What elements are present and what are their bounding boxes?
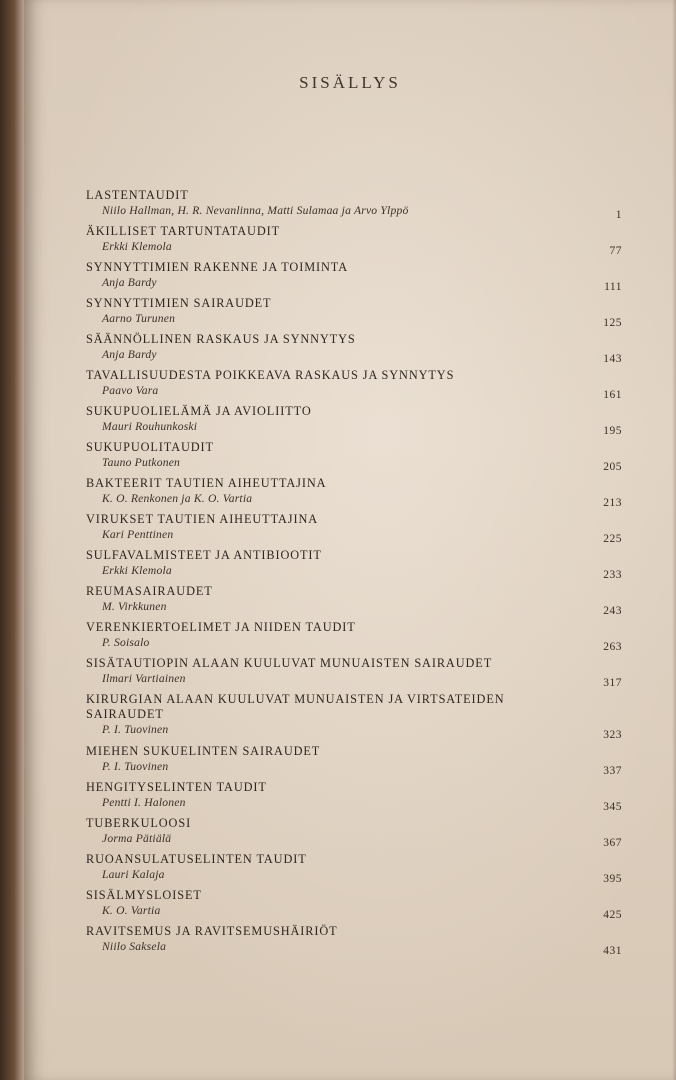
toc-entry [86,368,626,404]
toc-entry-page-number: 263 [603,641,622,653]
toc-entry [86,224,626,260]
toc-entry-page-number: 125 [603,317,622,329]
toc-entry-heading: MIEHEN SUKUELINTEN SAIRAUDET [86,744,321,758]
toc-entry-page-number: 195 [603,425,622,437]
toc-entry-heading: ÄKILLISET TARTUNTATAUDIT [86,224,281,238]
toc-entry-page-number: 425 [603,909,622,921]
toc-entry-author: K. O. Renkonen ja K. O. Vartia [102,492,253,505]
page-title: SISÄLLYS [299,73,401,92]
toc-entry [86,692,626,744]
toc-entry-author: Niilo Hallman, H. R. Nevanlinna, Matti Sulamaa ja Arvo Ylppö [102,204,409,217]
toc-entry-author: Paavo Vara [102,384,159,397]
toc-entry-author: Anja Bardy [102,348,157,361]
toc-entry [86,780,626,816]
toc-entry-page-number: 337 [603,765,622,777]
toc-entry-page-number: 213 [603,497,622,509]
toc-entry-page-number: 1 [615,209,622,221]
toc-entry-heading: KIRURGIAN ALAAN KUULUVAT MUNUAISTEN JA VIRTSATEIDEN SAIRAUDET [86,692,505,721]
toc-entry [86,260,626,296]
toc-entry [86,404,626,440]
toc-entry-heading: SYNNYTTIMIEN SAIRAUDET [86,296,272,310]
toc-entry-author: P. I. Tuovinen [102,760,169,773]
toc-entry-author: Jorma Pätiälä [102,832,172,845]
toc-entry-author: Mauri Rouhunkoski [102,420,198,433]
toc-entry-author: Erkki Klemola [102,240,172,253]
toc-entry-author: K. O. Vartia [102,904,161,917]
toc-entry-page-number: 345 [603,801,622,813]
toc-entry-heading: HENGITYSELINTEN TAUDIT [86,780,267,794]
toc-entry-page-number: 317 [603,677,622,689]
toc-entry-page-number: 111 [604,281,622,293]
toc-entry-author: Tauno Putkonen [102,456,181,469]
toc-entry-author: Kari Penttinen [102,528,174,541]
toc-entry-page-number: 77 [609,245,622,257]
toc-entry [86,332,626,368]
toc-entry-heading: TUBERKULOOSI [86,816,192,830]
toc-entry [86,548,626,584]
toc-entry-heading: SISÄLMYSLOISET [86,888,202,902]
toc-entry-heading: REUMASAIRAUDET [86,584,213,598]
toc-entry-author: M. Virkkunen [102,600,167,613]
toc-entry-page-number: 395 [603,873,622,885]
toc-entry-author: Erkki Klemola [102,564,172,577]
toc-entry-author: P. Soisalo [102,636,150,649]
toc-entry-heading: TAVALLISUUDESTA POIKKEAVA RASKAUS JA SYNNYTYS [86,368,455,382]
toc-entry [86,476,626,512]
toc-entry-heading: SUKUPUOLITAUDIT [86,440,214,454]
toc-entry-heading: SUKUPUOLIELÄMÄ JA AVIOLIITTO [86,404,312,418]
toc-entry [86,852,626,888]
toc-entry-heading: SYNNYTTIMIEN RAKENNE JA TOIMINTA [86,260,349,274]
toc-entry [86,512,626,548]
toc-entry-page-number: 161 [603,389,622,401]
toc-entry [86,924,626,960]
toc-entry-heading: SULFAVALMISTEET JA ANTIBIOOTIT [86,548,322,562]
table-of-contents [86,188,626,960]
toc-entry-heading: VIRUKSET TAUTIEN AIHEUTTAJINA [86,512,319,526]
toc-entry [86,744,626,780]
toc-entry-author: Anja Bardy [102,276,157,289]
toc-entry-page-number: 205 [603,461,622,473]
toc-entry-author: P. I. Tuovinen [102,723,169,736]
toc-entry [86,584,626,620]
toc-entry-heading: BAKTEERIT TAUTIEN AIHEUTTAJINA [86,476,327,490]
toc-entry [86,188,626,224]
toc-entry [86,620,626,656]
toc-entry-heading: RUOANSULATUSELINTEN TAUDIT [86,852,307,866]
toc-entry-page-number: 225 [603,533,622,545]
toc-entry-page-number: 323 [603,729,622,741]
toc-entry [86,888,626,924]
toc-entry-heading: SÄÄNNÖLLINEN RASKAUS JA SYNNYTYS [86,332,356,346]
toc-entry-page-number: 431 [603,945,622,957]
toc-entry-author: Niilo Saksela [102,940,167,953]
toc-entry-heading: VERENKIERTOELIMET JA NIIDEN TAUDIT [86,620,356,634]
toc-entry [86,656,626,692]
toc-entry [86,440,626,476]
toc-entry-page-number: 367 [603,837,622,849]
toc-entry [86,296,626,332]
toc-entry [86,816,626,852]
toc-entry-page-number: 143 [603,353,622,365]
book-page [24,0,676,1080]
toc-entry-heading: LASTENTAUDIT [86,188,189,202]
toc-entry-page-number: 233 [603,569,622,581]
toc-entry-author: Aarno Turunen [102,312,176,325]
toc-entry-heading: RAVITSEMUS JA RAVITSEMUSHÄIRIÖT [86,924,338,938]
toc-entry-author: Ilmari Vartiainen [102,672,186,685]
toc-entry-author: Pentti I. Halonen [102,796,186,809]
toc-entry-author: Lauri Kalaja [102,868,165,881]
toc-entry-heading: SISÄTAUTIOPIN ALAAN KUULUVAT MUNUAISTEN SAIRAUDET [86,656,493,670]
toc-entry-page-number: 243 [603,605,622,617]
page-edge-shadow [672,0,676,1080]
